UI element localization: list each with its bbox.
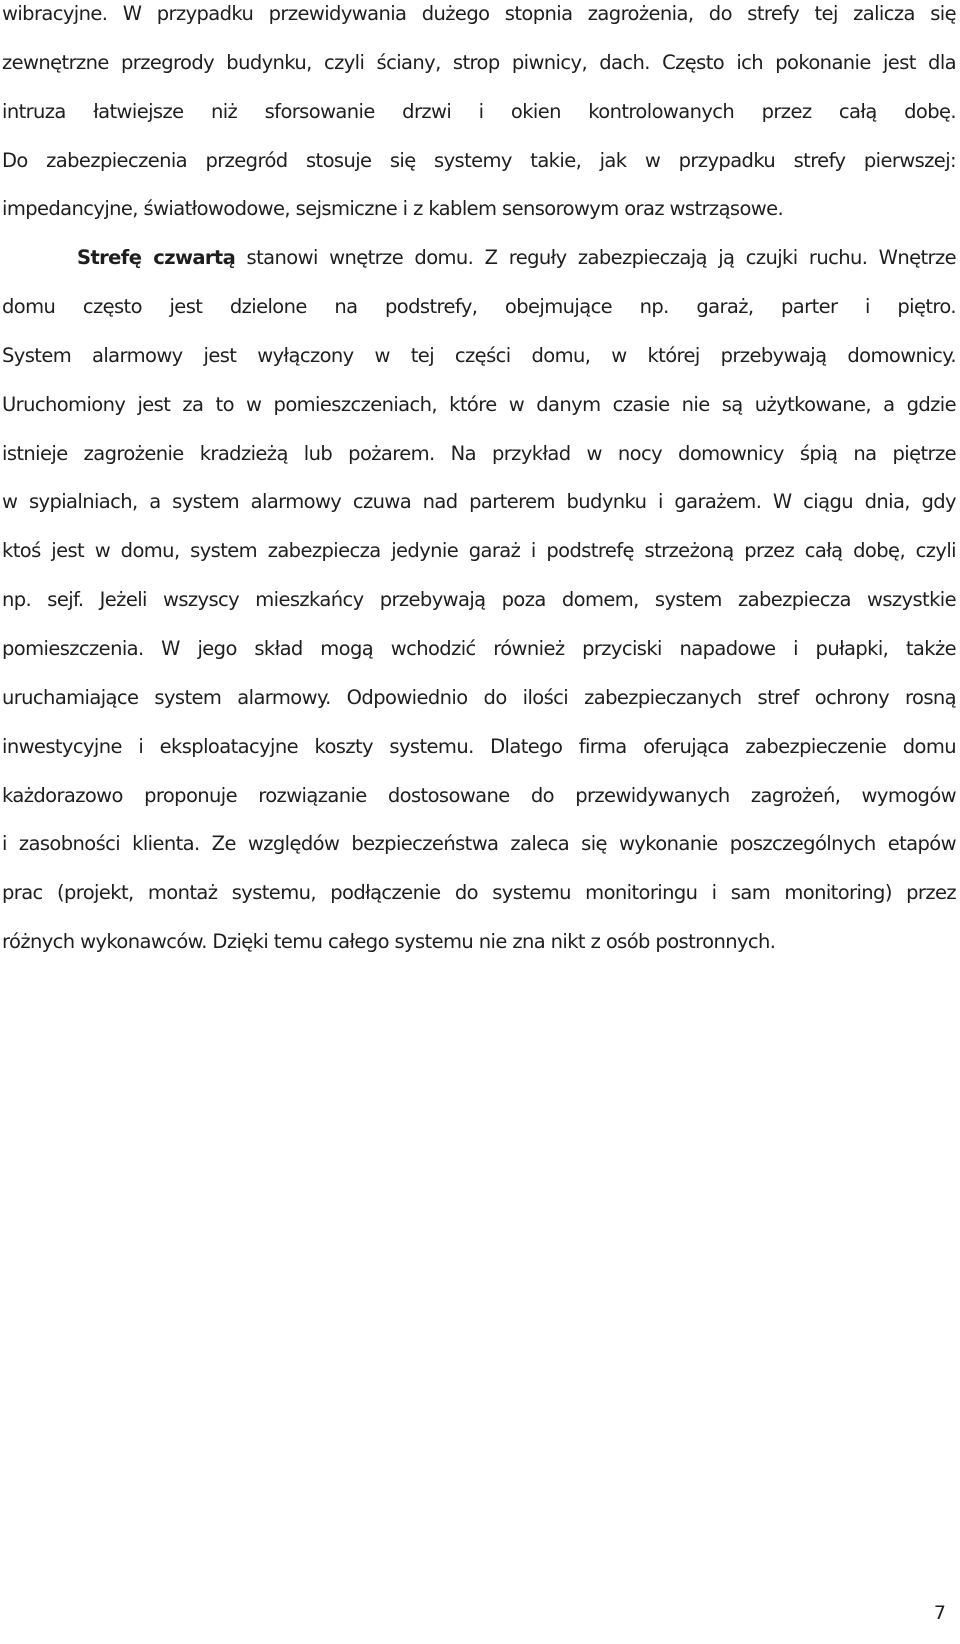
- bold-lead-text: Strefę czwartą: [77, 246, 236, 270]
- text-line: w sypialniach, a system alarmowy czuwa nad parterem budynku i garażem. W ciągu dnia, gdy: [2, 490, 956, 514]
- text-line: Do zabezpieczenia przegród stosuje się systemy takie, jak w przypadku strefy pierwszej:: [2, 148, 956, 172]
- text-line: pomieszczenia. W jego skład mogą wchodzić również przyciski napadowe i pułapki, także: [2, 636, 956, 660]
- text-span: stanowi wnętrze domu. Z reguły zabezpieczają ją czujki ruchu. Wnętrze: [235, 246, 956, 270]
- page-number: 7: [933, 1602, 946, 1624]
- text-line: zewnętrzne przegrody budynku, czyli ściany, strop piwnicy, dach. Często ich pokonanie jest dla: [2, 50, 956, 74]
- paragraph-first-line: [2, 244, 956, 293]
- text-line: różnych wykonawców. Dzięki temu całego systemu nie zna nikt z osób postronnych.: [2, 930, 776, 954]
- text-line: uruchamiające system alarmowy. Odpowiednio do ilości zabezpieczanych stref ochrony rosną: [2, 685, 956, 709]
- text-line: domu często jest dzielone na podstrefy, obejmujące np. garaż, parter i piętro.: [2, 295, 956, 319]
- text-line: inwestycyjne i eksploatacyjne koszty systemu. Dlatego firma oferująca zabezpieczenie domu: [2, 734, 956, 758]
- text-line: ktoś jest w domu, system zabezpiecza jedynie garaż i podstrefę strzeżoną przez całą dobę, czyli: [2, 539, 956, 563]
- text-line: System alarmowy jest wyłączony w tej części domu, w której przebywają domownicy.: [2, 343, 956, 367]
- text-line: prac (projekt, montaż systemu, podłączenie do systemu monitoringu i sam monitoring) przez: [2, 881, 956, 905]
- text-line: impedancyjne, światłowodowe, sejsmiczne i z kablem sensorowym oraz wstrząsowe.: [2, 197, 784, 221]
- text-line: Uruchomiony jest za to w pomieszczeniach, które w danym czasie nie są użytkowane, a gdzie: [2, 392, 956, 416]
- text-line: np. sejf. Jeżeli wszyscy mieszkańcy przebywają poza domem, system zabezpiecza wszystkie: [2, 588, 956, 612]
- text-line: każdorazowo proponuje rozwiązanie dostosowane do przewidywanych zagrożeń, wymogów: [2, 783, 956, 807]
- text-line: intruza łatwiejsze niż sforsowanie drzwi i okien kontrolowanych przez całą dobę.: [2, 99, 956, 123]
- body-text: [2, 0, 956, 977]
- text-line: i zasobności klienta. Ze względów bezpieczeństwa zaleca się wykonanie poszczególnych etapów: [2, 832, 956, 856]
- text-line: wibracyjne. W przypadku przewidywania dużego stopnia zagrożenia, do strefy tej zalicza się: [2, 2, 956, 25]
- text-line: istnieje zagrożenie kradzieżą lub pożarem. Na przykład w nocy domownicy śpią na piętrze: [2, 441, 956, 465]
